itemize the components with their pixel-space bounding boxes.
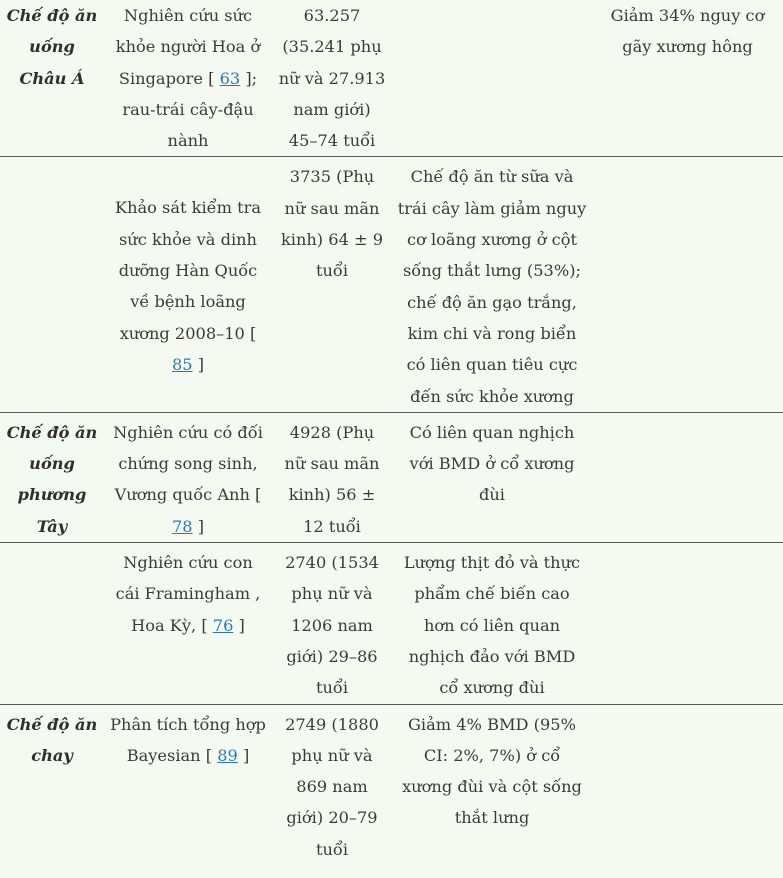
participants-cell: 2749 (1880 phụ nữ và 869 nam giới) 20–79 tuổi <box>272 704 392 865</box>
study-text-end: ] <box>192 516 205 536</box>
table-row <box>0 0 783 157</box>
participants-cell: 4928 (Phụ nữ sau mãn kinh) 56 ± 12 tuổi <box>272 412 392 542</box>
study-text: Khảo sát kiểm tra sức khỏe và dinh dưỡng Hàn Quốc về bệnh loãng xương 2008–10 [ <box>114 198 261 343</box>
table-row <box>0 543 783 704</box>
study-text: Nghiên cứu sức khỏe người Hoa ở Singapore [ <box>115 6 261 88</box>
diet-group <box>0 543 104 704</box>
bmd-cell: Có liên quan nghịch với BMD ở cổ xương đùi <box>392 412 592 542</box>
diet-group: Chế độ ăn uống Châu Á <box>6 6 98 88</box>
study-text-end: ] <box>233 615 245 635</box>
fracture-cell <box>592 412 783 542</box>
study-cell <box>104 543 272 704</box>
participants-cell: 63.257 (35.241 phụ nữ và 27.913 nam giới) 45–74 tuổi <box>278 6 386 151</box>
study-text: Nghiên cứu có đối chứng song sinh, Vương quốc Anh [ <box>113 422 263 505</box>
study-text-end: ] <box>192 354 205 374</box>
bmd-cell: Giảm 4% BMD (95% CI: 2%, 7%) ở cổ xương đùi và cột sống thắt lưng <box>392 704 592 865</box>
fracture-cell <box>592 157 783 412</box>
reference-link[interactable]: 78 <box>171 516 193 536</box>
study-text: Phân tích tổng hợp Bayesian [ <box>110 714 266 765</box>
study-cell <box>104 704 272 865</box>
study-cell <box>104 157 272 412</box>
diet-group <box>0 157 104 412</box>
reference-link[interactable]: 76 <box>212 615 234 635</box>
bmd-cell: Chế độ ăn từ sữa và trái cây làm giảm nguy cơ loãng xương ở cột sống thắt lưng (53%); chế độ ăn gạo trắng, kim chi và rong biển có liên quan tiêu cực đến sức khỏe xương <box>392 157 592 412</box>
reference-link[interactable]: 89 <box>217 745 238 765</box>
study-text-end: ]; rau-trái cây-đậu nành <box>122 68 258 151</box>
study-text-end: ] <box>237 745 250 765</box>
fracture-cell: Giảm 34% nguy cơ gãy xương hông <box>610 6 765 57</box>
table-row <box>0 157 783 412</box>
table-row <box>0 704 783 865</box>
reference-link[interactable]: 63 <box>219 68 241 88</box>
fracture-cell <box>592 543 783 704</box>
study-cell <box>104 412 272 542</box>
table-row <box>0 412 783 542</box>
bmd-cell <box>392 0 592 157</box>
participants-cell: 2740 (1534 phụ nữ và 1206 nam giới) 29–86 tuổi <box>272 543 392 704</box>
diet-group: Chế độ ăn chay <box>0 704 104 865</box>
bmd-cell: Lượng thịt đỏ và thực phẩm chế biến cao hơn có liên quan nghịch đảo với BMD cổ xương đùi <box>392 543 592 704</box>
diet-group: Chế độ ăn uống phương Tây <box>0 412 104 542</box>
fracture-cell <box>592 704 783 865</box>
study-cell <box>104 0 272 157</box>
reference-link[interactable]: 85 <box>171 354 193 374</box>
participants-cell: 3735 (Phụ nữ sau mãn kinh) 64 ± 9 tuổi <box>272 157 392 412</box>
study-text: Nghiên cứu con cái Framingham , Hoa Kỳ, [ <box>115 553 261 635</box>
